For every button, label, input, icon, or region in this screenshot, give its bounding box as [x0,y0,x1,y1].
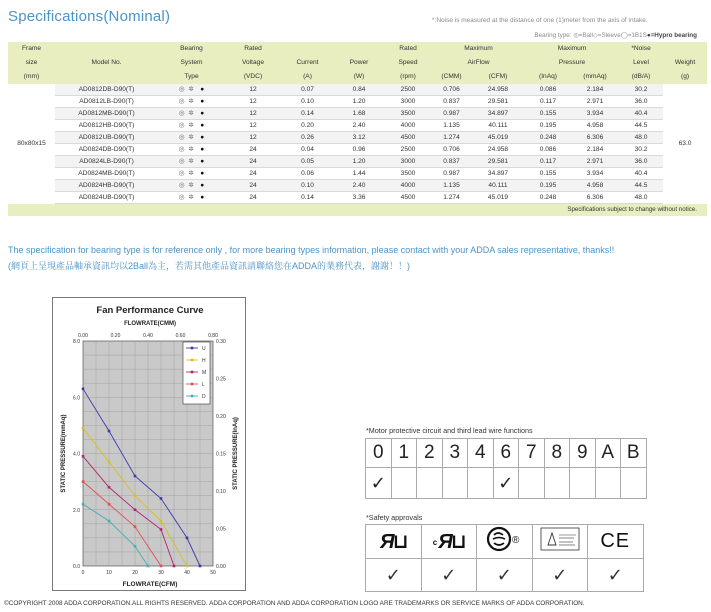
spec-section [8,30,707,216]
header-col-6-line2: Speed [384,56,432,70]
series-point-m [108,486,111,489]
cell-w: 1.68 [334,108,384,120]
header-row [8,56,707,70]
header-col-1-line3 [55,70,158,84]
cul-logo: cЯ⊔ [432,531,465,553]
safety-check-tuv: ✓ [532,559,588,592]
cell-v: 24 [225,156,281,168]
cell-w: 3.12 [334,132,384,144]
motor-code-9: 9 [570,439,596,468]
x2-tick-label: 0.80 [208,333,218,339]
spec-footer: Specifications subject to change without notice. [8,204,707,216]
header-col-4-line1 [281,42,334,56]
cell-v: 12 [225,84,281,96]
header-col-0-line1: Frame [8,42,55,56]
cell-model: AD0812UB-D90(T) [55,132,158,144]
cell-cfm: 40.111 [471,180,525,192]
cell-cmm: 1.135 [432,180,471,192]
y2-axis-label: STATIC PRESSURE(InAq) [233,417,239,490]
header-col-3-line1: Rated [225,42,281,56]
reference-text: The specification for bearing type is for reference only , for more bearing types information, please contact with your ADDA sales representative, thanks!! [8,245,615,255]
series-point-d [82,503,85,506]
cell-w: 0.84 [334,84,384,96]
header-col-7-unit-a: (CMM) [432,70,471,84]
table-row [8,168,707,180]
cell-inaq: 0.117 [525,96,571,108]
cell-bearing: ◎ ✲ ● [158,84,225,96]
cell-model: AD0812LB-D90(T) [55,96,158,108]
y2-tick-label: 0.30 [216,339,226,345]
legend-marker-l [191,383,194,386]
header-col-2-line3: Type [158,70,225,84]
header-col-9-line1: *Noise [619,42,663,56]
tuv-logo [540,527,580,551]
cell-mmaq: 3.934 [571,168,619,180]
x2-tick-label: 0.60 [175,333,186,339]
header-col-7-line1: Maximum [432,42,525,56]
motor-code-B: B [621,439,647,468]
header-col-4-line2: Current [281,56,334,70]
table-row [8,180,707,192]
cell-mmaq: 3.934 [571,108,619,120]
cell-rpm: 3500 [384,168,432,180]
svg-text:®: ® [512,535,520,546]
safety-marks-row [366,525,644,559]
cell-v: 12 [225,132,281,144]
header-col-9-line2: Level [619,56,663,70]
y2-tick-label: 0.10 [216,489,226,495]
table-row [8,120,707,132]
spec-table-body [8,84,707,204]
cell-model: AD0812MB-D90(T) [55,108,158,120]
cell-cmm: 0.706 [432,84,471,96]
copyright: ©COPYRIGHT 2008 ADDA CORPORATION.ALL RIGHTS RESERVED. ADDA CORPORATION AND ADDA CORPORATION LOGO ARE TRADEMARKS OR SERVICE MARKS OF ADDA CORPORATION. [4,600,585,607]
motor-code-4: 4 [468,439,494,468]
cell-rpm: 3500 [384,108,432,120]
cell-v: 24 [225,192,281,204]
cell-cmm: 0.837 [432,96,471,108]
cell-cfm: 45.019 [471,132,525,144]
cell-cmm: 0.837 [432,156,471,168]
header-col-4-line3: (A) [281,70,334,84]
y-tick-label: 2.0 [73,507,80,514]
cell-mmaq: 2.971 [571,96,619,108]
cell-db: 36.0 [619,96,663,108]
cell-bearing: ◎ ✲ ● [158,108,225,120]
legend-marker-m [191,371,194,374]
motor-code-0: 0 [366,439,392,468]
header-col-2-line2: System [158,56,225,70]
header-col-7-line2: AirFlow [432,56,525,70]
cell-cfm: 40.111 [471,120,525,132]
cell-rpm: 4500 [384,192,432,204]
header-col-0-line2: size [8,56,55,70]
cell-rpm: 4000 [384,180,432,192]
cell-w: 3.36 [334,192,384,204]
cell-v: 12 [225,96,281,108]
y2-tick-label: 0.00 [216,564,226,570]
spec-table [8,42,707,204]
series-point-u [160,497,163,500]
cell-rpm: 3000 [384,156,432,168]
header-col-2-line1: Bearing [158,42,225,56]
series-point-l [160,565,163,568]
motor-code-7: 7 [519,439,545,468]
cell-v: 24 [225,144,281,156]
cell-db: 30.2 [619,144,663,156]
cell-w: 0.96 [334,144,384,156]
cell-rpm: 2500 [384,144,432,156]
table-row [8,144,707,156]
cell-mmaq: 2.184 [571,84,619,96]
motor-check-3 [442,468,468,499]
y2-tick-label: 0.20 [216,414,226,420]
series-point-l [108,503,111,506]
motor-check-1 [391,468,417,499]
cell-rpm: 2500 [384,84,432,96]
cell-model: AD0824DB-D90(T) [55,144,158,156]
header-col-0-line3: (mm) [8,70,55,84]
frame-size-cell: 80x80x15 [8,84,55,204]
header-col-3-line3: (VDC) [225,70,281,84]
series-point-u [82,388,85,391]
cell-db: 36.0 [619,156,663,168]
series-point-m [134,508,137,511]
y-tick-label: 6.0 [73,395,80,402]
cell-bearing: ◎ ✲ ● [158,180,225,192]
cell-bearing: ◎ ✲ ● [158,168,225,180]
cell-a: 0.20 [281,120,334,132]
series-point-m [82,455,85,458]
header-col-8-unit-a: (InAq) [525,70,571,84]
cell-cfm: 29.581 [471,156,525,168]
cell-db: 40.4 [619,168,663,180]
header-col-5-line1 [334,42,384,56]
chart-title: Fan Performance Curve [96,305,204,316]
x-tick-label: 20 [132,570,138,576]
header-col-9-line3: (dB/A) [619,70,663,84]
series-point-d [108,520,111,523]
cell-a: 0.14 [281,192,334,204]
legend-label-m: M [202,370,207,376]
y-tick-label: 8.0 [73,339,80,345]
cell-inaq: 0.117 [525,156,571,168]
page-title: Specifications(Nominal) [8,8,171,25]
cell-mmaq: 6.306 [571,192,619,204]
header-col-10-line3: (g) [663,70,707,84]
motor-functions-table [365,438,647,499]
cell-a: 0.06 [281,168,334,180]
cell-mmaq: 6.306 [571,132,619,144]
x-tick-label: 30 [158,570,164,576]
series-point-u [199,565,202,568]
motor-functions-title: *Motor protective circuit and third lead wire functions [366,426,533,435]
cell-mmaq: 4.958 [571,120,619,132]
tuv-mark-cell [532,525,588,559]
x-tick-label: 50 [210,570,216,576]
cell-a: 0.10 [281,96,334,108]
series-point-u [108,430,111,433]
cell-a: 0.04 [281,144,334,156]
cell-v: 24 [225,180,281,192]
safety-checks-row [366,559,644,592]
csa-mark-cell [477,525,533,559]
cell-v: 12 [225,120,281,132]
cell-cfm: 34.897 [471,108,525,120]
cell-model: AD0812DB-D90(T) [55,84,158,96]
bearing-type-prefix: Bearing type: [534,32,572,39]
cell-bearing: ◎ ✲ ● [158,120,225,132]
cell-a: 0.07 [281,84,334,96]
x-tick-label: 0 [81,570,85,576]
cell-model: AD0812HB-D90(T) [55,120,158,132]
cell-db: 44.5 [619,120,663,132]
cell-a: 0.14 [281,108,334,120]
y-tick-label: 4.0 [73,451,80,458]
series-point-l [82,480,85,483]
cell-inaq: 0.155 [525,168,571,180]
cell-cmm: 0.706 [432,144,471,156]
cell-rpm: 3000 [384,96,432,108]
series-point-d [134,545,137,548]
motor-code-2: 2 [417,439,443,468]
legend-marker-h [191,359,194,362]
x-axis-label: FLOWRATE(CFM) [122,581,178,588]
cell-inaq: 0.086 [525,84,571,96]
legend-label-h: H [202,358,206,364]
series-point-h [186,565,189,568]
header-col-7-unit-b: (CFM) [471,70,525,84]
series-point-d [147,565,150,568]
bearing-type-legend [8,30,707,42]
cell-v: 12 [225,108,281,120]
cell-model: AD0824LB-D90(T) [55,156,158,168]
x2-tick-label: 0.20 [110,333,121,339]
y-tick-label: 0.0 [73,564,80,570]
cell-model: AD0824HB-D90(T) [55,180,158,192]
cell-cfm: 24.958 [471,84,525,96]
cell-db: 40.4 [619,108,663,120]
cell-bearing: ◎ ✲ ● [158,156,225,168]
x-tick-label: 40 [184,570,190,576]
legend-marker-d [191,395,194,398]
motor-checks-row [366,468,647,499]
cell-cfm: 29.581 [471,96,525,108]
header-col-10-line1 [663,42,707,56]
ce-logo: CE [600,530,631,552]
x2-tick-label: 0.40 [143,333,153,339]
motor-code-8: 8 [544,439,570,468]
cell-db: 48.0 [619,192,663,204]
cul-mark-cell [421,525,477,559]
cell-model: AD0824MB-D90(T) [55,168,158,180]
cell-inaq: 0.195 [525,180,571,192]
series-point-m [160,528,163,531]
cell-mmaq: 2.971 [571,156,619,168]
motor-check-0: ✓ [366,468,392,499]
table-row [8,132,707,144]
safety-check-csa: ✓ [477,559,533,592]
cell-mmaq: 4.958 [571,180,619,192]
cell-inaq: 0.248 [525,192,571,204]
cell-a: 0.26 [281,132,334,144]
cell-cmm: 1.274 [432,192,471,204]
motor-code-3: 3 [442,439,468,468]
cell-bearing: ◎ ✲ ● [158,192,225,204]
header-col-5-line3: (W) [334,70,384,84]
series-point-h [134,494,137,497]
motor-check-A [595,468,621,499]
cell-bearing: ◎ ✲ ● [158,144,225,156]
header-row [8,42,707,56]
series-point-l [134,525,137,528]
safety-approvals-title: *Safety approvals [366,513,423,522]
x2-axis-label: FLOWRATE(CMM) [124,321,176,327]
safety-check-ul: ✓ [366,559,422,592]
ul-logo: Я⊔ [380,531,407,553]
cell-v: 24 [225,168,281,180]
safety-check-cul: ✓ [421,559,477,592]
cell-model: AD0824UB-D90(T) [55,192,158,204]
cell-w: 2.40 [334,120,384,132]
cell-mmaq: 2.184 [571,144,619,156]
cell-a: 0.10 [281,180,334,192]
bearing-type-text: ◎=Ball◇=Sleeve◯=1B1S [573,32,647,39]
cell-rpm: 4500 [384,132,432,144]
y-axis-label: STATIC PRESSURE(mmAq) [61,414,67,493]
cell-db: 30.2 [619,84,663,96]
ce-mark-cell [588,525,644,559]
cell-w: 1.20 [334,96,384,108]
y2-tick-label: 0.25 [216,376,226,383]
motor-check-9 [570,468,596,499]
header-col-8-line1: Maximum [525,42,619,56]
legend-marker-u [191,347,194,350]
ul-mark-cell [366,525,422,559]
y2-tick-label: 0.05 [216,526,226,533]
motor-check-B [621,468,647,499]
csa-logo [484,526,524,552]
y2-tick-label: 0.15 [216,451,226,458]
header-col-10-line2: Weight [663,56,707,70]
cell-cfm: 34.897 [471,168,525,180]
header-col-5-line2: Power [334,56,384,70]
motor-code-A: A [595,439,621,468]
cell-cmm: 0.987 [432,108,471,120]
bearing-type-hypro: ●=Hypro bearing [646,32,697,39]
header-col-8-unit-b: (mmAq) [571,70,619,84]
motor-code-6: 6 [493,439,519,468]
legend-label-u: U [202,346,206,352]
header-col-6-line1: Rated [384,42,432,56]
cell-w: 1.20 [334,156,384,168]
header-col-1-line1 [55,42,158,56]
motor-check-4 [468,468,494,499]
cell-w: 1.44 [334,168,384,180]
header-col-8-line2: Pressure [525,56,619,70]
motor-code-1: 1 [391,439,417,468]
series-point-h [160,520,163,523]
cell-rpm: 4000 [384,120,432,132]
cell-bearing: ◎ ✲ ● [158,96,225,108]
table-row [8,108,707,120]
header-col-6-line3: (rpm) [384,70,432,84]
spec-table-header [8,42,707,84]
motor-codes-row [366,439,647,468]
table-row [8,96,707,108]
header-row [8,70,707,84]
table-row [8,192,707,204]
motor-check-8 [544,468,570,499]
table-row [8,156,707,168]
cell-cfm: 24.958 [471,144,525,156]
weight-cell: 63.0 [663,84,707,204]
x-tick-label: 10 [106,570,112,576]
performance-curve-svg [53,298,247,592]
series-point-m [173,565,176,568]
cell-inaq: 0.248 [525,132,571,144]
safety-check-ce: ✓ [588,559,644,592]
legend-label-d: D [202,394,206,400]
cell-cfm: 45.019 [471,192,525,204]
cell-w: 2.40 [334,180,384,192]
series-point-h [82,427,85,430]
cell-cmm: 1.274 [432,132,471,144]
motor-check-7 [519,468,545,499]
table-row [8,84,707,96]
motor-check-2 [417,468,443,499]
series-point-h [108,461,111,464]
reference-text-cn: (網頁上呈現產品軸承資訊均以2Ball為主，若需其他產品資訊請聯絡您在ADDA的業務代表，謝謝！！) [8,261,411,271]
header-col-3-line2: Voltage [225,56,281,70]
safety-approvals-table [365,524,644,592]
x2-tick-label: 0.00 [78,333,88,339]
cell-db: 44.5 [619,180,663,192]
fan-performance-chart [52,297,246,591]
legend-label-l: L [202,382,205,388]
cell-cmm: 0.987 [432,168,471,180]
cell-db: 48.0 [619,132,663,144]
series-point-u [186,537,189,540]
cell-cmm: 1.135 [432,120,471,132]
cell-a: 0.05 [281,156,334,168]
cell-bearing: ◎ ✲ ● [158,132,225,144]
cell-inaq: 0.195 [525,120,571,132]
cell-inaq: 0.086 [525,144,571,156]
header-col-1-line2: Model No. [55,56,158,70]
cell-inaq: 0.155 [525,108,571,120]
motor-check-6: ✓ [493,468,519,499]
series-point-u [134,475,137,478]
noise-note: *:Noise is measured at the distance of one (1)meter from the axis of intake. [432,17,648,24]
